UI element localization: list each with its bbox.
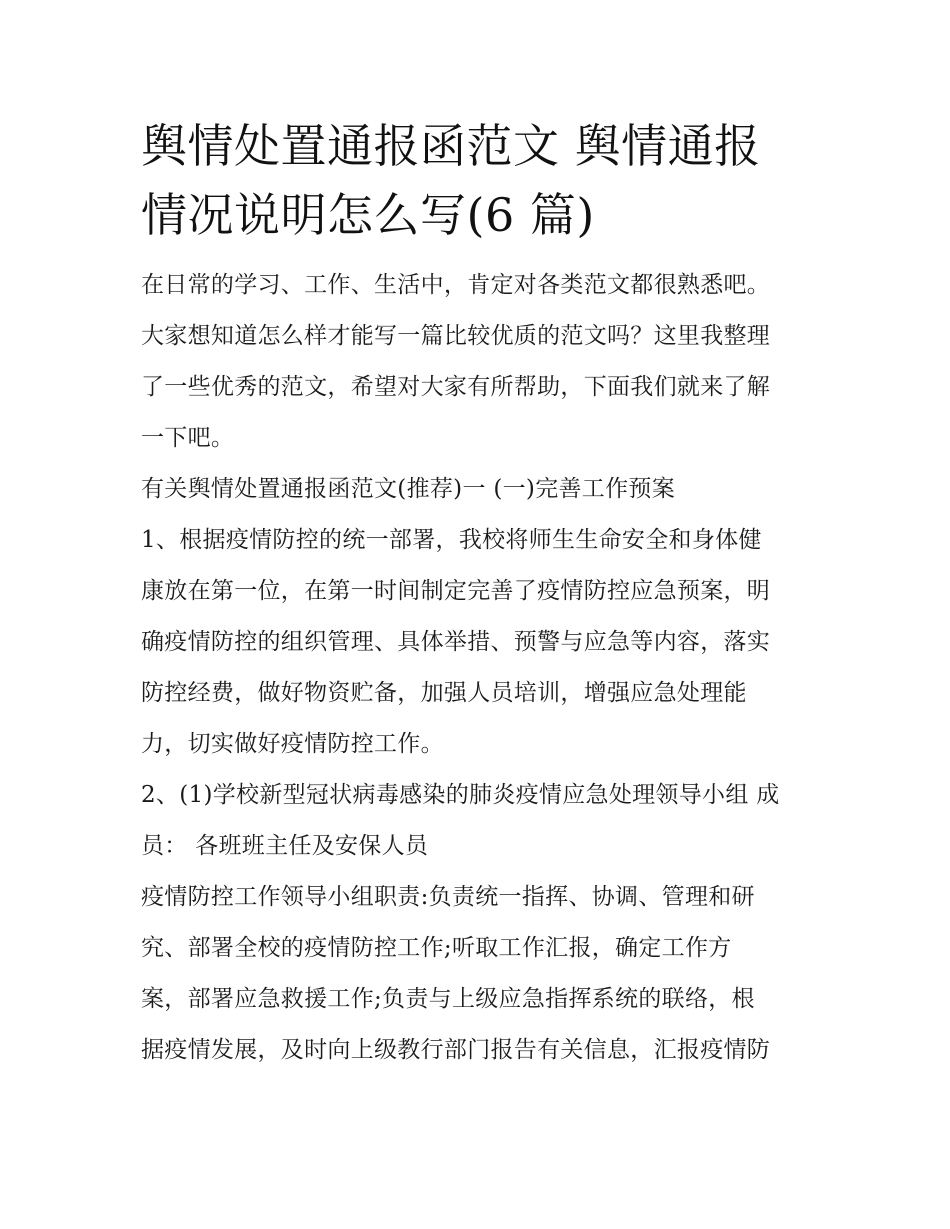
- paragraph-line: 据疫情发展，及时向上级教行部门报告有关信息，汇报疫情防: [141, 1037, 771, 1063]
- paragraph-line: 员： 各班班主任及安保人员: [141, 833, 429, 859]
- paragraph-line: 康放在第一位，在第一时间制定完善了疫情防控应急预案，明: [141, 578, 771, 604]
- item-1-paragraph: [141, 515, 813, 770]
- section-heading-paragraph: [141, 464, 813, 515]
- title-line: 舆情处置通报函范文 舆情通报: [141, 119, 761, 173]
- paragraph-line: 究、部署全校的疫情防控工作;听取工作汇报，确定工作方: [141, 935, 732, 961]
- document-title: [141, 112, 813, 250]
- document-content: [141, 112, 813, 1076]
- paragraph-line: 1、根据疫情防控的统一部署，我校将师生生命安全和身体健: [141, 527, 762, 553]
- duties-paragraph: [141, 872, 813, 1076]
- paragraph-line: 力，切实做好疫情防控工作。: [141, 731, 444, 757]
- paragraph-line: 了一些优秀的范文，希望对大家有所帮助，下面我们就来了解: [141, 374, 771, 400]
- paragraph-line: 案，部署应急救援工作;负责与上级应急指挥系统的联络，根: [141, 986, 755, 1012]
- paragraph-line: 疫情防控工作领导小组职责:负责统一指挥、协调、管理和研: [141, 884, 755, 910]
- paragraph-line: 确疫情防控的组织管理、具体举措、预警与应急等内容，落实: [141, 629, 771, 655]
- paragraph-line: 一下吧。: [141, 425, 235, 451]
- intro-paragraph: [141, 260, 813, 464]
- paragraph-line: 2、(1)学校新型冠状病毒感染的肺炎疫情应急处理领导小组 成: [141, 782, 780, 808]
- paragraph-line: 防控经费，做好物资贮备，加强人员培训，增强应急处理能: [141, 680, 747, 706]
- paragraph-line: 在日常的学习、工作、生活中，肯定对各类范文都很熟悉吧。: [141, 272, 771, 298]
- item-2-paragraph: [141, 770, 813, 872]
- title-line: 情况说明怎么写(6 篇): [141, 188, 595, 242]
- paragraph-line: 大家想知道怎么样才能写一篇比较优质的范文吗？这里我整理: [141, 323, 771, 349]
- paragraph-line: 有关舆情处置通报函范文(推荐)一 (一)完善工作预案: [141, 476, 676, 502]
